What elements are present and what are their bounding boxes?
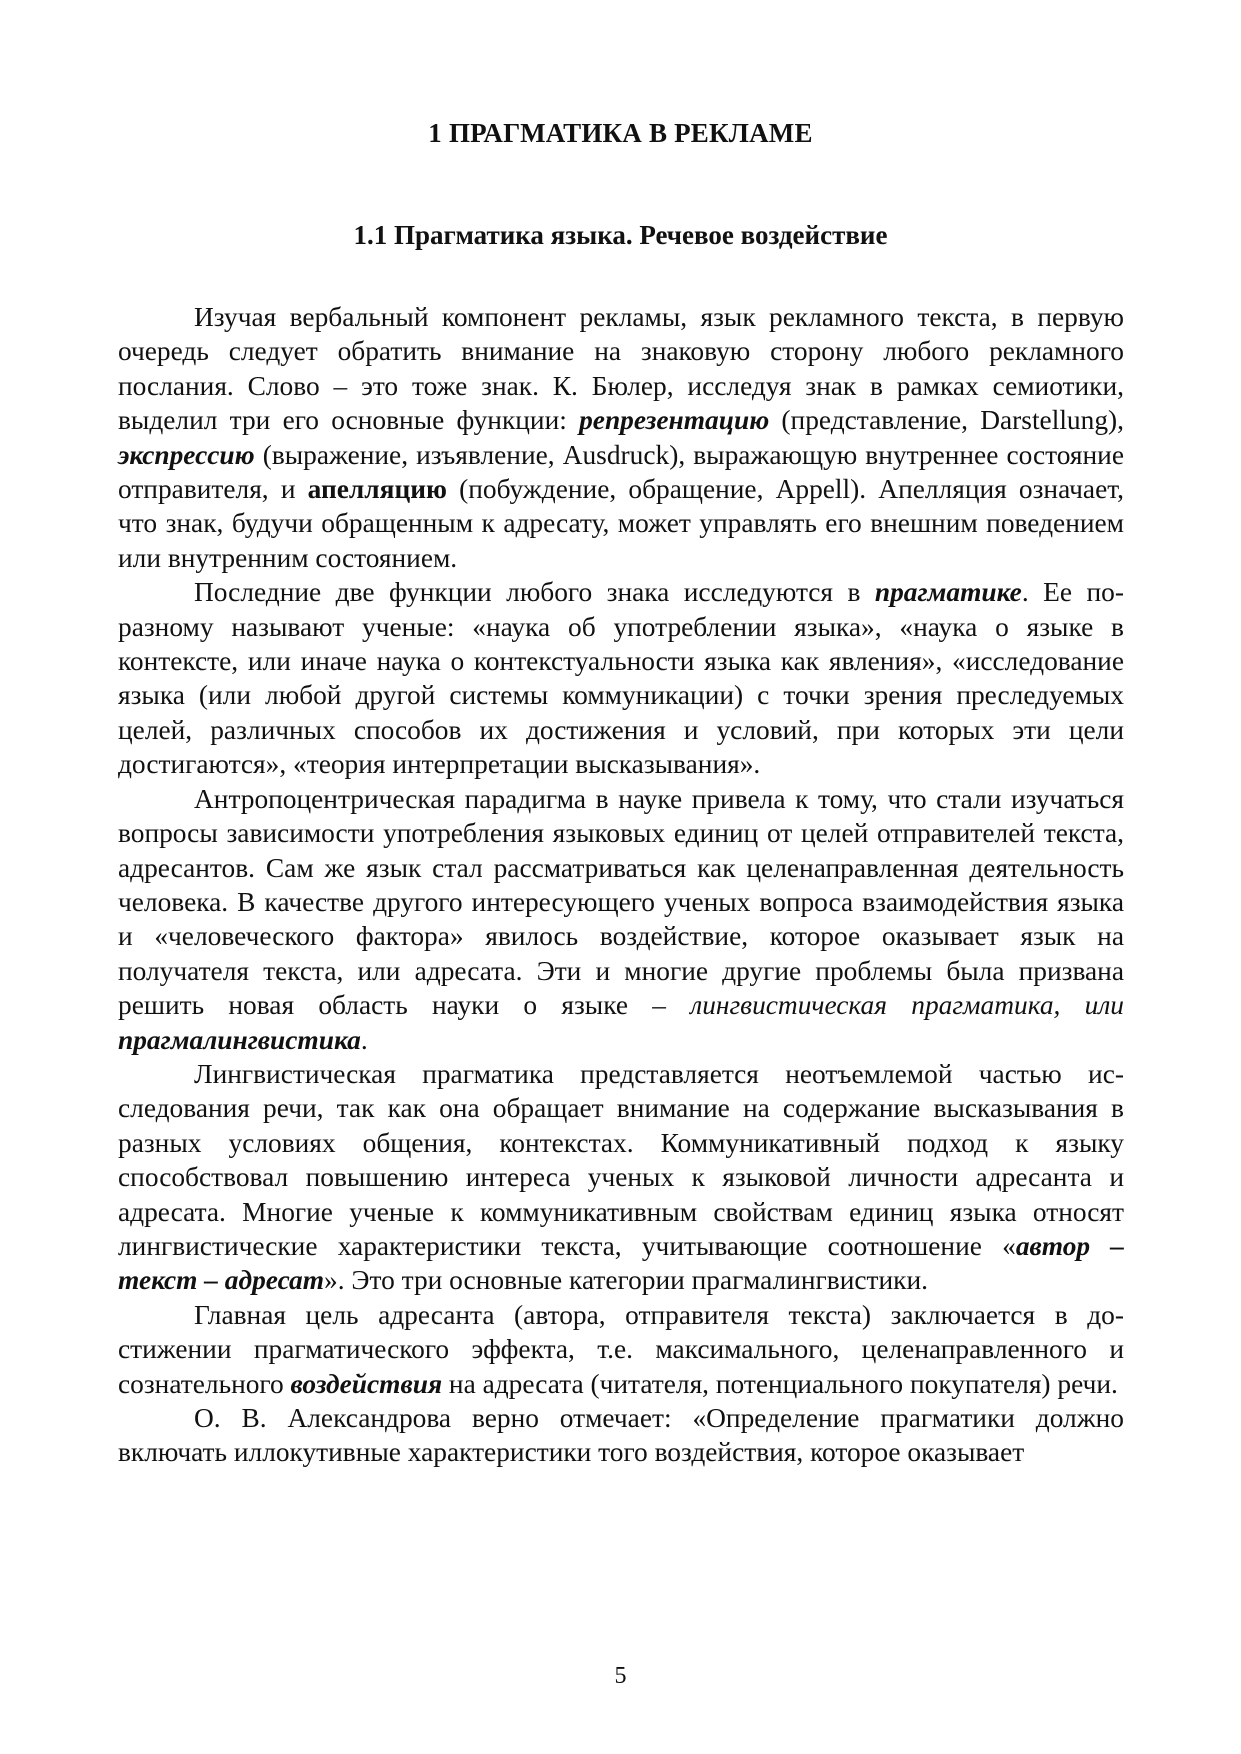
text-run: . <box>360 1024 368 1055</box>
section-title: 1.1 Прагматика языка. Речевое воздействие <box>353 220 888 250</box>
paragraph <box>118 300 1124 575</box>
term-italic: лингвистическая прагматика, или <box>690 990 1124 1021</box>
text-run: (выражение, изъявление, Ausdruck), выражающую внутреннее состояние отправителя, и <box>118 439 1124 505</box>
text-run: Изучая вербальный компонент рекламы, язык рекламного текста, в первую очередь следует обратить внимание на знаковую сторону любого рекламного послания. Слово – это тоже знак. К. Бюлер, исследуя знак в рамках семиотики, выделил три его основные функции: <box>118 302 1124 436</box>
text-run: (представление, Darstellung), <box>769 405 1124 436</box>
paragraph <box>118 1298 1124 1401</box>
chapter-title: 1 ПРАГМАТИКА В РЕКЛАМЕ <box>428 118 813 148</box>
term-bold: апелляцию <box>307 474 447 505</box>
text-run: Последние две функции любого знака исследуются в <box>194 577 875 608</box>
text-run: (побуждение, обращение, Appell). Апелляция означает, что знак, будучи обращенным к адресату, может управлять его внешним поведением или внутренним состоянием. <box>118 474 1124 573</box>
paragraph <box>118 1057 1124 1298</box>
text-run: О. В. Александрова верно отмечает: «Определение прагматики должно включать иллокутивные характеристики того воздействия, которое оказывает <box>118 1403 1124 1468</box>
paragraph <box>118 782 1124 1057</box>
term-emphasis: экспрессию <box>118 439 255 470</box>
text-run: Лингвистическая прагматика представляется неотъемлемой частью исследования речи, так как она обращает внимание на содержание высказывания в разных условиях общения, контекстах. Коммуникативный подход к языку способствовал повышению интереса ученых к языковой личности адресанта и адресата. Многие ученые к коммуникативным свойствам единиц языка относят лингвистические характеристики текста, учитывающие соотношение « <box>118 1058 1124 1261</box>
page-number: 5 <box>614 1663 627 1689</box>
paragraph <box>118 1401 1124 1470</box>
text-run: ». Это три основные категории прагмалингвистики. <box>324 1265 928 1296</box>
term-emphasis: прагмалингвистика <box>118 1024 361 1055</box>
term-emphasis: воздействия <box>290 1368 443 1399</box>
paragraph <box>118 575 1124 781</box>
text-run: на адресата (читателя, потенциального покупателя) речи. <box>442 1368 1118 1399</box>
text-run: Главная цель адресанта (автора, отправителя текста) заключается в достижении прагматического эффекта, т.е. максимального, целенаправленного и сознательного <box>118 1299 1124 1399</box>
term-emphasis: автор – текст – адресат <box>118 1230 1124 1296</box>
text-run: . Ее по-разному называют ученые: «наука об употреблении языка», «наука о языке в контексте, или иначе наука о контекстуальности языка как явления», «исследование языка (или любой другой системы коммуникации) с точки зрения преследуемых целей, различных способов их достижения и условий, при которых эти цели достигаются», «теория интерпретации высказывания». <box>118 577 1124 780</box>
text-run: Антропоцентрическая парадигма в науке привела к тому, что стали изучаться вопросы зависимости употребления языковых единиц от целей отправителей текста, адресантов. Сам же язык стал рассматриваться как целенаправленная деятельность человека. В качестве другого интересующего ученых вопроса взаимодействия языка и «человеческого фактора» явилось воздействие, которое оказывает язык на получателя текста, или адресата. Эти и многие другие проблемы была призвана решить новая область науки о языке – <box>118 783 1124 1021</box>
term-emphasis: репрезентацию <box>579 405 770 436</box>
term-emphasis: прагматике <box>874 577 1022 608</box>
body-text <box>118 300 1124 1470</box>
